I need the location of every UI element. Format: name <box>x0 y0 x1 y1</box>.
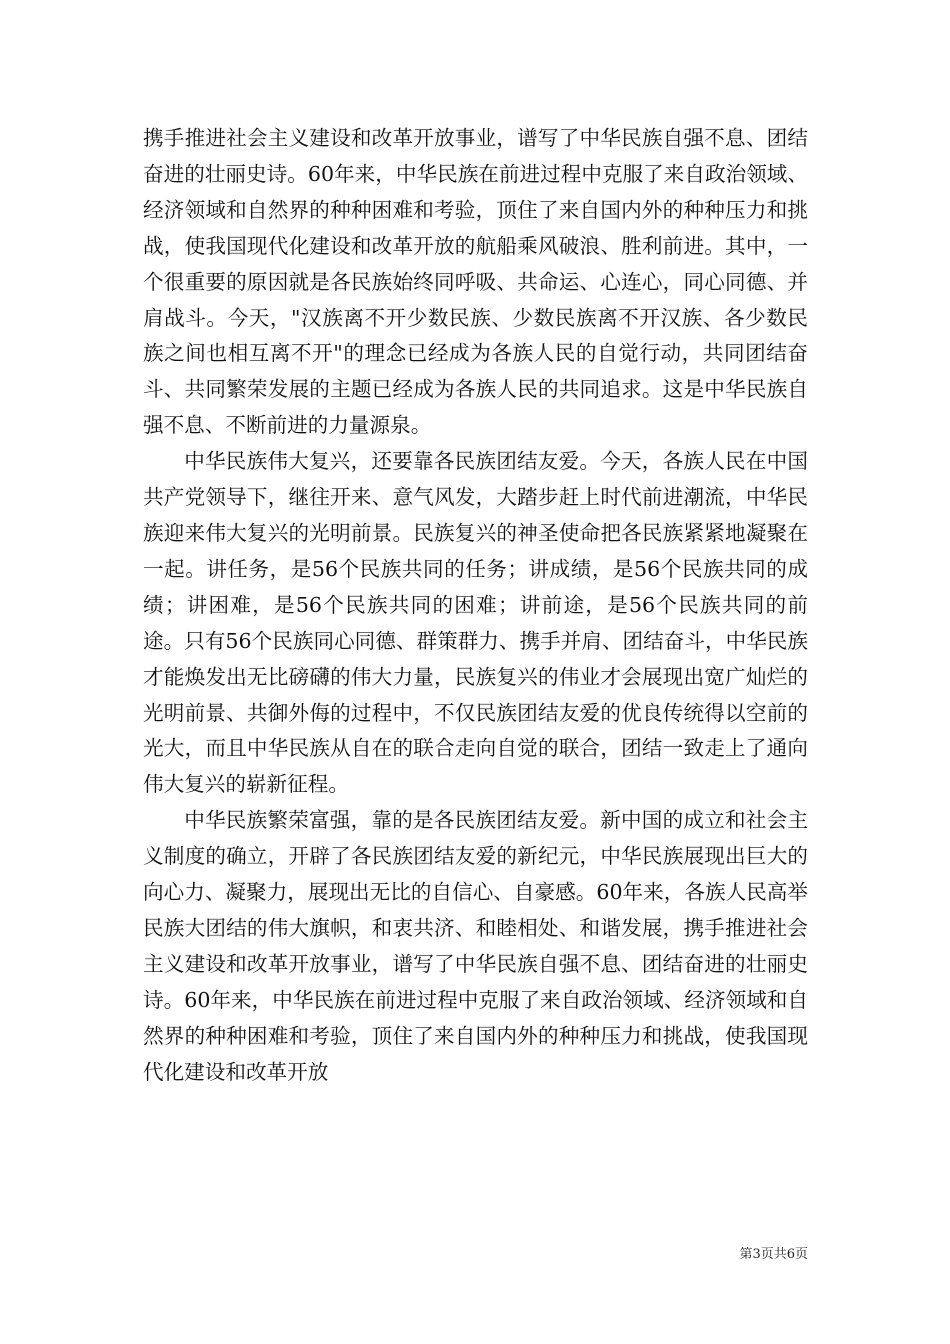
paragraph-2: 中华民族伟大复兴，还要靠各民族团结友爱。今天，各族人民在中国共产党领导下，继往开来、意气风发，大踏步赶上时代前进潮流，中华民族迎来伟大复兴的光明前景。民族复兴的神圣使命把各民族紧紧地凝聚在一起。讲任务，是56个民族共同的任务；讲成绩，是56个民族共同的成绩；讲困难，是56个民族共同的困难；讲前途，是56个民族共同的前途。只有56个民族同心同德、群策群力、携手并肩、团结奋斗，中华民族才能焕发出无比磅礴的伟大力量，民族复兴的伟业才会展现出宽广灿烂的光明前景、共御外侮的过程中，不仅民族团结友爱的优良传统得以空前的光大，而且中华民族从自在的联合走向自觉的联合，团结一致走上了通向伟大复兴的崭新征程。 <box>143 449 808 797</box>
document-body <box>143 121 808 1090</box>
paragraph-1: 携手推进社会主义建设和改革开放事业，谱写了中华民族自强不息、团结奋进的壮丽史诗。60年来，中华民族在前进过程中克服了来自政治领域、经济领域和自然界的种种困难和考验，顶住了来自国内外的种种压力和挑战，使我国现代化建设和改革开放的航船乘风破浪、胜利前进。其中，一个很重要的原因就是各民族始终同呼吸、共命运、心连心，同心同德、并肩战斗。今天，"汉族离不开少数民族、少数民族离不开汉族、各少数民族之间也相互离不开"的理念已经成为各族人民的自觉行动，共同团结奋斗、共同繁荣发展的主题已经成为各族人民的共同追求。这是中华民族自强不息、不断前进的力量源泉。 <box>143 126 808 438</box>
paragraph-3: 中华民族繁荣富强，靠的是各民族团结友爱。新中国的成立和社会主义制度的确立，开辟了各民族团结友爱的新纪元，中华民族展现出巨大的向心力、凝聚力，展现出无比的自信心、自豪感。60年来，各族人民高举民族大团结的伟大旗帜，和衷共济、和睦相处、和谐发展，携手推进社会主义建设和改革开放事业，谱写了中华民族自强不息、团结奋进的壮丽史诗。60年来，中华民族在前进过程中克服了来自政治领域、经济领域和自然界的种种困难和考验，顶住了来自国内外的种种压力和挑战，使我国现代化建设和改革开放 <box>143 808 808 1084</box>
page-number: 第3页共6页 <box>739 1247 808 1262</box>
